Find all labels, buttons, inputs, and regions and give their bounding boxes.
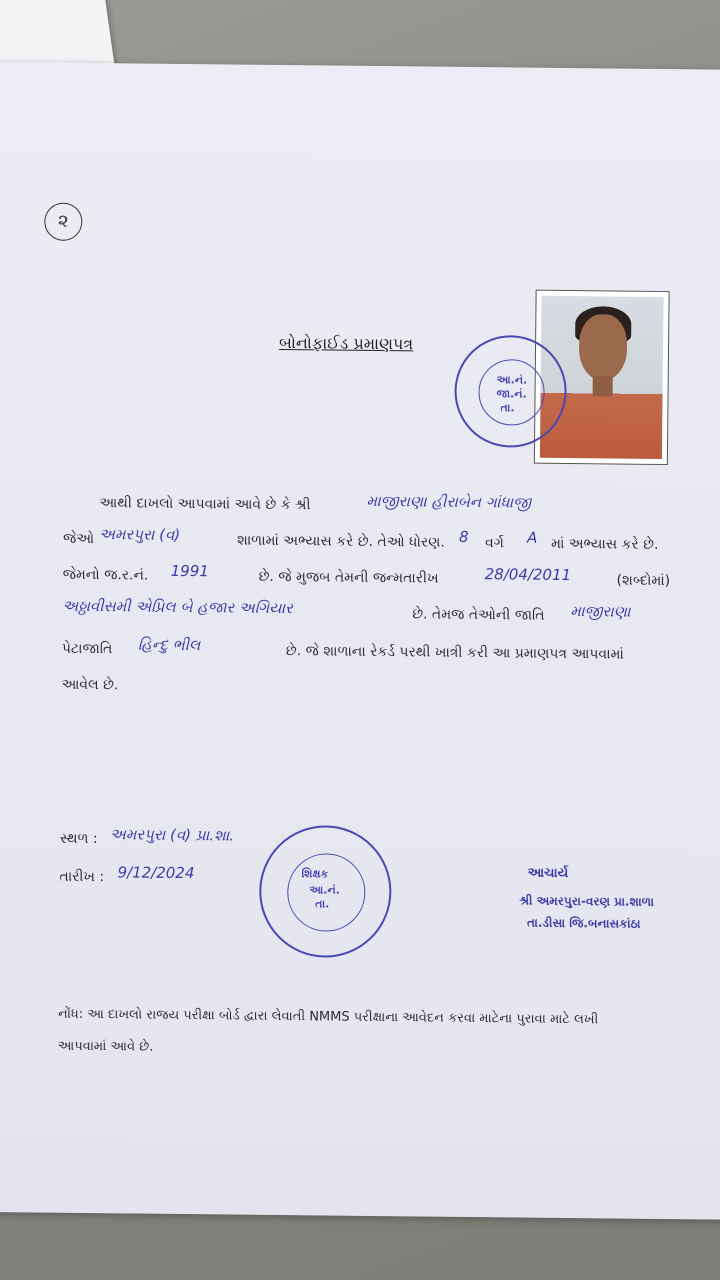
note-line-1: નોંધ: આ દાખલો રાજય પરીક્ષા બોર્ડ દ્વારા લેવાતી NMMS પરીક્ષાના આવેદન કરવા માટેના પુરાવા માટે લખી: [57, 1006, 599, 1028]
date-label: તારીખ :: [59, 868, 105, 886]
in-words-label: (શબ્દોમાં): [616, 572, 671, 590]
note-line-2: આપવામાં આવે છે.: [57, 1038, 154, 1055]
register-label: જેમનો જ.ર.નં.: [62, 566, 149, 584]
student-name: માજીરાણા હીરાબેન ગાંધાજી: [366, 491, 531, 512]
caste-value: માજીરાણા: [570, 602, 631, 621]
birth-date-words: અઠ્ઠાવીસમી એપ્રિલ બે હજાર અગિયાર: [62, 596, 293, 618]
body-line-5-suffix: છે. જે શાળાના રેકર્ડ પરથી ખાત્રી કરી આ પ્રમાણપત્ર આપવામાં: [285, 643, 624, 663]
principal-label: આચાર્ય: [527, 865, 569, 882]
body-line-6: આવેલ છે.: [61, 676, 119, 694]
place-value: અમરપુરા (વ) પ્રા.શા.: [109, 825, 235, 845]
standard-value: 8: [458, 527, 469, 546]
body-line-2-mid: શાળામાં અભ્યાસ કરે છે. તેઓ ધોરણ.: [236, 532, 445, 551]
place-label: સ્થળ :: [59, 830, 98, 848]
class-label: વર્ગ: [484, 535, 505, 552]
principal-district: તા.ડીસા જિ.બનાસકાંઠા: [526, 915, 641, 931]
certificate-title: બોનોફાઈડ પ્રમાણપત્ર: [278, 332, 414, 354]
body-line-4-mid: છે. તેમજ તેઓની જાતિ: [412, 606, 545, 624]
principal-school: શ્રી અમરપુરા-વરણ પ્રા.શાળા: [519, 893, 655, 909]
body-line-3-mid: છે. જે મુજબ તેમની જન્મતારીખ: [258, 568, 439, 587]
division-value: A: [526, 528, 538, 547]
register-number: 1991: [170, 561, 209, 581]
body-line-1-prefix: આથી દાખલો આપવામાં આવે છે કે શ્રી: [99, 495, 311, 514]
body-line-2-prefix: જેઓ: [62, 530, 95, 548]
certificate-page: [0, 62, 720, 1220]
subcaste-label: પેટાજાતિ: [61, 640, 113, 658]
school-name: અમરપુરા (વ): [98, 525, 181, 544]
school-stamp-bottom: શિક્ષક આ.નં. તા.: [259, 825, 392, 958]
date-value: 9/12/2024: [117, 863, 195, 883]
birth-date: 28/04/2011: [484, 565, 572, 585]
body-line-2-suffix: માં અભ્યાસ કરે છે.: [550, 535, 659, 553]
page-number: ૨: [44, 203, 82, 241]
school-stamp-top: આ.નં. જા.નં. તા.: [454, 335, 567, 448]
subcaste-value: હિન્દુ ભીલ: [137, 635, 201, 655]
